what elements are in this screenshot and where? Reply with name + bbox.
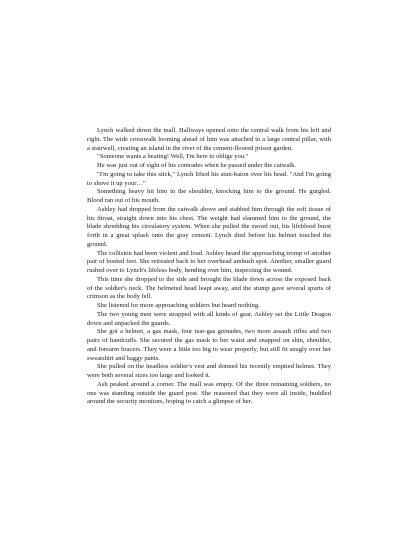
- paragraph: She got a helmet, a gas mask, four tear-gas grenades, two more assault rifles and two pairs of handcuffs. She secured the gas mask to her waist and snapped on shin, shoulder, and forearm bracers. They were a little too big to wear properly, but still fit snugly over her sweatshirt and baggy pants.: [87, 328, 331, 362]
- paragraph: "I'm going to take this stick," Lynch lifted his stun-baton over his head. "And I'm going to shove it up your…": [87, 170, 331, 187]
- paragraph: He was just out of sight of his comrades when he passed under the catwalk.: [97, 162, 297, 169]
- paragraph: She pulled on the headless soldier's vest and donned his recently emptied helmet. They were both several sizes too large and looked it.: [87, 363, 331, 379]
- paragraph: "Someone wants a beating! Well, I'm here to oblige you.": [97, 153, 249, 161]
- paragraph: Lynch walked down the mall. Hallways opened onto the central walk from his left and right. The wide crosswalk looming ahead of him was attached to a large central pillar, with a stairwell, creating an island in the river of the cement-floored prison garden.: [87, 127, 331, 152]
- paragraph: Ashley had dropped from the catwalk above and stabbed him through the soft tissue of his throat, straight down into his chest. The weight had slammed him to the ground, the blade shredding his circulatory system. When she pulled the sword out, his lifeblood burst forth in a great splash onto the gray cement. Lynch died before his helmet touched the ground.: [87, 205, 331, 248]
- paragraph: Something heavy hit him in the shoulder, knocking him to the ground. He gurgled. Blood ran out of his mouth.: [87, 188, 331, 204]
- paragraph: She listened for more approaching soldiers but heard nothing.: [97, 302, 260, 309]
- book-page-text: [87, 127, 331, 407]
- paragraph: The two young men were strapped with all kinds of gear. Ashley set the Little Dragon down and unpacked the guards.: [87, 310, 331, 327]
- paragraph: The collision had been violent and loud. Ashley heard the approaching tromp of another pair of booted feet. She retreated back to her overhead ambush spot. Another, smaller guard rushed over to Lynch's lifeless body, bending over him, inspecting the wound.: [87, 249, 331, 274]
- paragraph: This time she dropped to the side and brought the blade down across the exposed back of the soldier's neck. The helmeted head leapt away, and the stump gave several spurts of crimson as the body fell.: [87, 275, 331, 301]
- paragraph: Ash peaked around a corner. The mall was empty. Of the three remaining soldiers, no one was standing outside the guard post. She reasoned that they were all inside, huddled around the security monitors, hoping to catch a glimpse of her.: [87, 380, 331, 406]
